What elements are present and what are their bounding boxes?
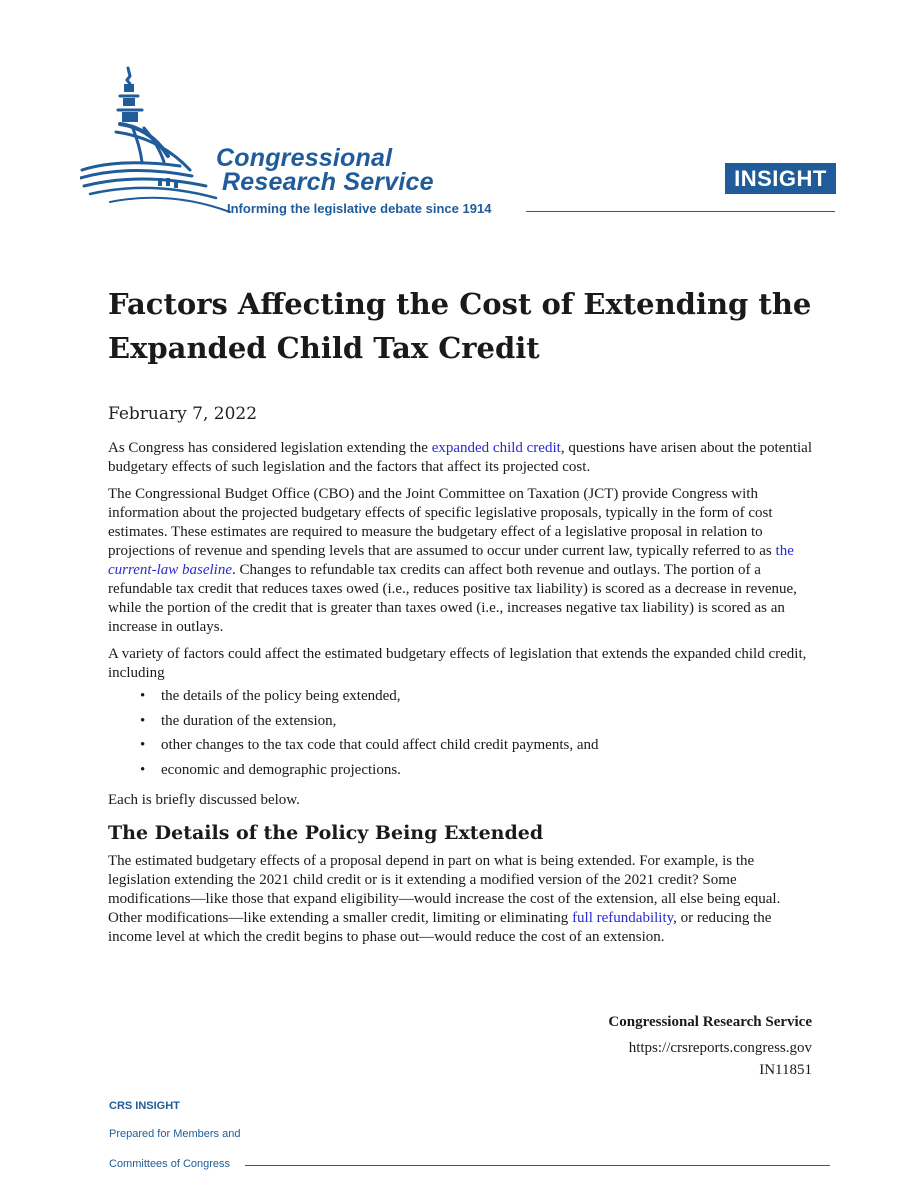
- footer-prepared-for: Prepared for Members and: [109, 1128, 241, 1140]
- para2-text-start: The Congressional Budget Office (CBO) and the Joint Committee on Taxation (JCT) provide Congress with information about the projected budgetary effects of specific legislative proposals, typically in the form of cost estimates. These estimates are required to measure the budgetary effect of a legislative proposal in relation to projections of revenue and spending levels that are assumed to occur under current law, typically referred to as: [108, 486, 776, 559]
- baseline-link-prefix: the: [775, 543, 794, 559]
- report-id: IN11851: [759, 1062, 812, 1078]
- brand-name-line2: Research Service: [222, 168, 434, 196]
- list-item: [108, 712, 813, 737]
- expanded-child-credit-link[interactable]: expanded child credit: [431, 440, 561, 456]
- list-item-text: the details of the policy being extended,: [161, 688, 401, 704]
- insight-badge: INSIGHT: [725, 163, 836, 194]
- bullet-icon: •: [140, 761, 146, 778]
- list-item-text: the duration of the extension,: [161, 712, 337, 729]
- intro-text-end: , questions have arisen about the potential budgetary effects of such legislation and the factors that affect its projected cost.: [108, 440, 812, 475]
- para5-text-start: The estimated budgetary effects of a proposal depend in part on what is being extended. For example, is the legislation extending the 2021 child credit or is it extending a modified version of the 2021 credit? Some modifications—like those that expand eligibility—would increase the cost of the extension, all else being equal. Other modifications—like extending a smaller credit, limiting or eliminating: [108, 853, 781, 926]
- footer-rule: [245, 1165, 830, 1166]
- capitol-dome-logo-icon: [80, 66, 240, 216]
- footer-committees: Committees of Congress: [109, 1158, 231, 1170]
- brand-tagline: Informing the legislative debate since 1914: [227, 201, 492, 216]
- para2-text-end: . Changes to refundable tax credits can affect both revenue and outlays. The portion of a refundable tax credit that reduces taxes owed (i.e., reduces positive tax liability) is scored as a decrease in revenue, while the portion of the credit that is greater than taxes owed (i.e., increases negative tax liability) is scored as an increase in outlays.: [108, 562, 797, 635]
- full-refundability-link[interactable]: full refundability: [572, 910, 674, 926]
- publication-date: February 7, 2022: [108, 404, 258, 424]
- brand-name-line1: Congressional: [216, 144, 393, 172]
- discussion-intro: Each is briefly discussed below.: [108, 792, 300, 808]
- baseline-link-italic: current-law baseline: [108, 562, 233, 578]
- list-item-text: other changes to the tax code that could affect child credit payments, and: [161, 737, 599, 753]
- list-item: [108, 761, 813, 786]
- intro-paragraph: [108, 439, 813, 477]
- article-body: [108, 439, 813, 955]
- footer-organization: Congressional Research Service: [608, 1014, 812, 1030]
- bullet-icon: •: [140, 712, 146, 729]
- intro-text-start: As Congress has considered legislation extending the: [108, 440, 432, 456]
- para5-text-end: , or reducing the income level at which the credit begins to phase out—would reduce the cost of an extension.: [108, 910, 772, 945]
- factors-paragraph: A variety of factors could affect the estimated budgetary effects of legislation that extends the expanded child credit, including: [108, 646, 807, 681]
- list-item: [108, 736, 813, 761]
- footer-series-label: CRS INSIGHT: [109, 1100, 180, 1112]
- footer-url: https://crsreports.congress.gov: [628, 1040, 812, 1056]
- section-heading: The Details of the Policy Being Extended: [108, 822, 544, 844]
- bullet-icon: •: [140, 688, 146, 704]
- page-title: Factors Affecting the Cost of Extending the Expanded Child Tax Credit: [108, 287, 812, 365]
- cbo-jct-paragraph: [108, 485, 813, 637]
- list-item: [108, 687, 813, 712]
- list-item-text: economic and demographic projections.: [161, 761, 401, 778]
- policy-details-paragraph: [108, 852, 813, 947]
- bullet-icon: •: [140, 737, 146, 753]
- header-rule: [526, 211, 835, 212]
- factors-list: [108, 687, 813, 785]
